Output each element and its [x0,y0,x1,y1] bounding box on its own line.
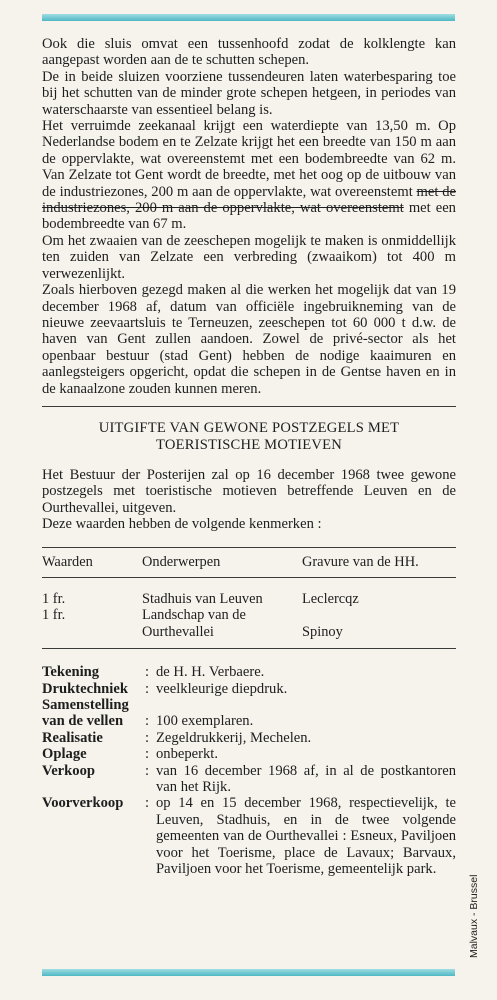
spec-value: de H. H. Verbaere. [156,664,265,681]
spec-label: Tekening [42,664,100,681]
table-bottom-line [42,648,456,649]
row2-subject-line1: Landschap van de [142,607,246,624]
printer-credit: Malvaux - Brussel [468,874,480,958]
paragraph-canal [42,118,456,233]
table-row [42,591,456,607]
table-header-engraver: Gravure van de HH. [302,553,419,570]
spec-label: Verkoop [42,762,95,779]
section-divider [42,406,456,407]
spec-value: veelkleurige diepdruk. [156,680,288,697]
section-intro-2: Deze waarden hebben de volgende kenmerken : [42,516,322,533]
section-title [42,420,456,454]
spec-row [42,664,456,680]
spec-value: 100 exemplaren. [156,713,254,730]
spec-value: onbeperkt. [156,746,219,763]
table-header-values: Waarden [42,553,93,570]
spec-colon: : [145,664,150,681]
spec-label: Druktechniek [42,680,128,697]
spec-label: Voorverkoop [42,795,124,812]
bottom-decorative-rule [42,969,455,976]
spec-row [42,763,456,796]
canal-text-start: Het verruimde zeekanaal krijgt een waterdiepte van 13,50 m. Op Nederlandse bodem en te Zelzate krijgt het een breedte van 150 m aan de oppervlakte, wat overeenstemt met een bodembreedte van 62 m. Van Zelzate tot Gent wordt de breedte, met het oog op de uitbouw van de industriezones, 200 m aan de oppervlakte, wat overeenstemt [42,118,456,200]
paragraph-turning: Om het zwaaien van de zeeschepen mogelijk te maken is onmiddellijk ten zuiden van Zelzate een verbreding (zwaaikom) tot 400 m verwezenlijkt. [42,232,456,282]
document-page [42,36,456,877]
table-header-line [42,577,456,578]
spec-colon: : [145,746,150,763]
struck-text: met de industriezones, 200 m aan de oppervlakte, wat overeenstemt [42,183,456,217]
spec-row [42,730,456,746]
row1-subject: Stadhuis van Leuven [142,590,263,607]
spec-list [42,664,456,877]
row2-subject-line2: Ourthevallei [142,623,214,640]
row2-engraver: Spinoy [302,623,343,640]
spec-value [156,697,456,713]
spec-label: van de vellen [42,713,124,730]
table-header-row [42,548,456,577]
paragraph-doors: De in beide sluizen voorziene tussendeuren laten waterbesparing toe bij het schutten van de minder grote schepen hetgeen, in periodes van waterschaarste van essentieel belang is. [42,68,456,118]
section-title-line1: UITGIFTE VAN GEWONE POSTZEGELS MET [98,419,400,436]
spec-colon: : [145,762,150,779]
spec-label: Oplage [42,746,87,763]
spec-row [42,697,456,713]
spec-value: Zegeldrukkerij, Mechelen. [156,729,312,746]
spec-row [42,746,456,762]
row2-value: 1 fr. [42,607,66,624]
spec-label: Samenstelling [42,697,129,713]
spec-row [42,795,456,877]
table-row [42,607,456,640]
spec-value: van 16 december 1968 af, in al de postkantoren van het Rijk. [156,762,456,796]
canal-text-end: met een bodembreedte van 67 m. [42,200,456,233]
stamp-table [42,548,456,577]
row1-value: 1 fr. [42,590,66,607]
section-title-line2: TOERISTISCHE MOTIEVEN [156,436,342,453]
section-intro: Het Bestuur der Posterijen zal op 16 december 1968 twee gewone postzegels met toeristische motieven betreffende Leuven en de Ourthevallei, uitgeven. [42,466,456,516]
spec-label: Realisatie [42,729,103,746]
spec-row [42,681,456,697]
spec-colon [145,697,156,713]
paragraph-summary: Zoals hierboven gezegd maken al die werken het mogelijk dat van 19 december 1968 af, datum van officiële ingebruikneming van de nieuwe zeevaartsluis te Terneuzen, zeeschepen tot 60 000 t d.w. de haven van Gent zullen aandoen. Zowel de privé-sector als het openbaar bestuur (stad Gent) hebben de nodige kaaimuren en aanlegsteigers opgericht, opdat die schepen in de Gentse haven en in de kanaalzone zouden kunnen meren. [42,282,456,397]
spec-colon: : [145,795,150,812]
top-decorative-rule [42,14,455,21]
table-header-subjects: Onderwerpen [142,553,221,570]
stamp-table-body [42,591,456,640]
spec-colon: : [145,680,150,697]
spec-value: op 14 en 15 december 1968, respectievelijk, te Leuven, Stadhuis, en in de twee volgende gemeenten van de Ourthevallei : Esneux, Paviljoen voor het Toerisme, place de Lavaux; Barvaux, Paviljoen voor het Toerisme, gemeentelijk park. [156,795,456,878]
spec-row [42,713,456,729]
row2-subject [142,607,302,640]
spec-colon: : [145,729,150,746]
paragraph-sluice: Ook die sluis omvat een tussenhoofd zodat de kolklengte kan aangepast worden aan de te schutten schepen. [42,36,456,69]
spec-colon: : [145,713,150,730]
row1-engraver: Leclercqz [302,590,359,607]
